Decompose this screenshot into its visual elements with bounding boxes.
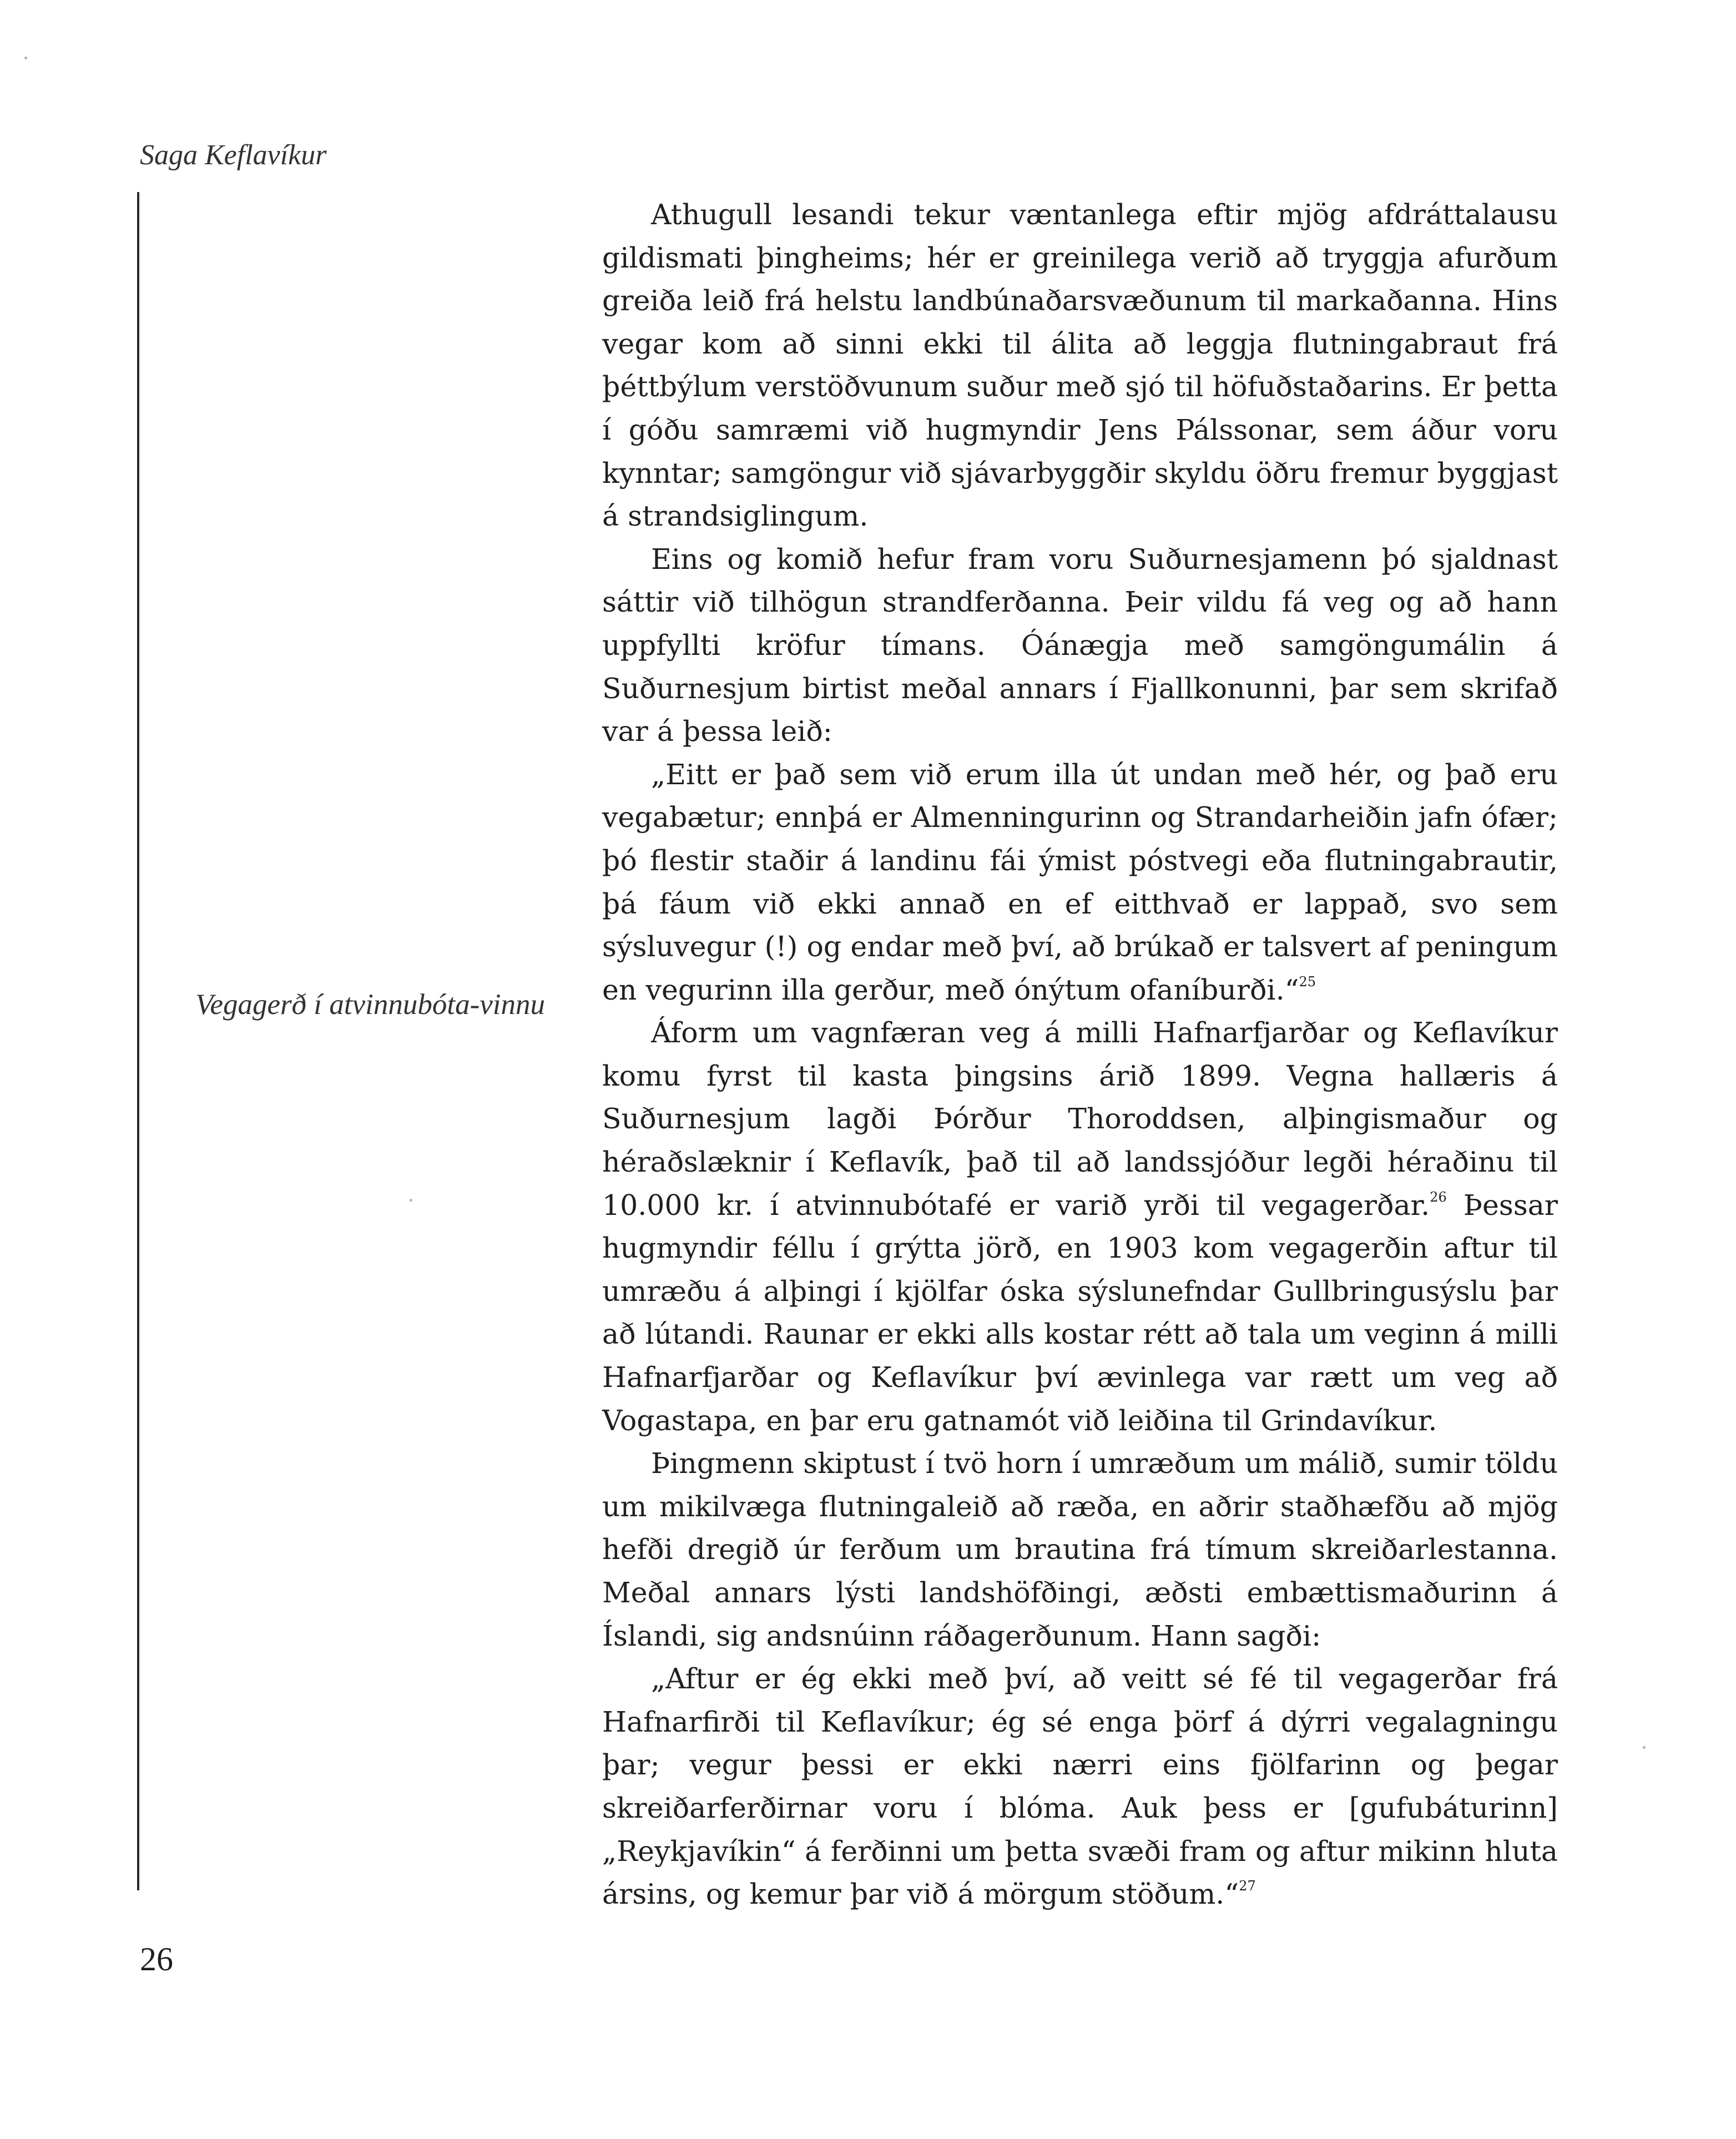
paragraph xyxy=(602,193,1558,538)
scan-speck xyxy=(410,1199,412,1202)
paragraph-text: Athugull lesandi tekur væntanlega eftir mjög afdráttalausu gildismati þingheims; hér er greinilega verið að tryggja afurðum greiða leið frá helstu landbúnaðarsvæðunum til markaðanna. Hins vegar kom að sinni ekki til álita að leggja flutningabraut frá þéttbýlum verstöðvunum suður með sjó til höfuðstaðarins. Er þetta í góðu samræmi við hugmyndir Jens Pálssonar, sem áður voru kynntar; samgöngur við sjávarbyggðir skyldu öðru fremur byggjast á strandsiglingum. xyxy=(602,198,1558,533)
paragraph-text: „Aftur er ég ekki með því, að veitt sé fé til vegagerðar frá Hafnarfirði til Keflavíkur; ég sé enga þörf á dýrri vegalagningu þar; vegur þessi er ekki nærri eins fjölfarinn og þegar skreiðarferðirnar voru í blóma. Auk þess er [gufubáturinn] „Reykjavíkin“ á ferðinni um þetta svæði fram og aftur mikinn hluta ársins, og kemur þar við á mörgum stöðum.“ xyxy=(602,1662,1558,1911)
paragraph-text: Þingmenn skiptust í tvö horn í umræðum um málið, sumir töldu um mikilvæga flutningaleið að ræða, en aðrir staðhæfðu að mjög hefði dregið úr ferðum um brautina frá tímum skreiðarlestanna. Meðal annars lýsti landshöfðingi, æðsti embættismaðurinn á Íslandi, sig andsnúinn ráðagerðunum. Hann sagði: xyxy=(602,1447,1558,1652)
body-text xyxy=(602,193,1558,1916)
paragraph xyxy=(602,1011,1558,1442)
footnote-ref: 27 xyxy=(1239,1878,1256,1894)
running-head: Saga Keflavíkur xyxy=(140,139,327,171)
scan-speck xyxy=(24,57,27,59)
paragraph-text: Þessar hugmyndir féllu í grýtta jörð, en 1903 kom vegagerðin aftur til umræðu á alþingi í kjölfar óska sýslunefndar Gullbringusýslu þar að lútandi. Raunar er ekki alls kostar rétt að tala um veginn á milli Hafnarfjarðar og Keflavíkur því ævinlega var rætt um veg að Vogastapa, en þar eru gatnamót við leiðina til Grindavíkur. xyxy=(602,1188,1558,1437)
paragraph xyxy=(602,538,1558,753)
paragraph xyxy=(602,1442,1558,1657)
paragraph-text: „Eitt er það sem við erum illa út undan með hér, og það eru vegabætur; ennþá er Almenningurinn og Strandarheiðin jafn ófær; þó flestir staðir á landinu fái ýmist póstvegi eða flutningabrautir, þá fáum við ekki annað en ef eitthvað er lappað, svo sem sýsluvegur (!) og endar með því, að brúkað er talsvert af peningum en vegurinn illa gerður, með ónýtum ofaníburði.“ xyxy=(602,758,1558,1006)
block-quote xyxy=(602,753,1558,1012)
block-quote xyxy=(602,1657,1558,1916)
scan-speck xyxy=(1643,1746,1646,1749)
margin-rule xyxy=(137,192,139,1890)
paragraph-text: Áform um vagnfæran veg á milli Hafnarfjarðar og Keflavíkur komu fyrst til kasta þingsins árið 1899. Vegna hallæris á Suðurnesjum lagði Þórður Thoroddsen, alþingismaður og héraðslæknir í Keflavík, það til að landssjóður legði héraðinu til 10.000 kr. í atvinnubótafé er varið yrði til vegagerðar. xyxy=(602,1016,1558,1222)
footnote-ref: 25 xyxy=(1299,973,1316,990)
margin-note: Vegagerð í atvinnubóta-vinnu xyxy=(195,988,545,1021)
page-number: 26 xyxy=(140,1941,173,1977)
footnote-ref: 26 xyxy=(1430,1189,1447,1205)
paragraph-text: Eins og komið hefur fram voru Suðurnesjamenn þó sjaldnast sáttir við tilhögun strandferðanna. Þeir vildu fá veg og að hann uppfyllti kröfur tímans. Óánægja með samgöngumálin á Suðurnesjum birtist meðal annars í Fjallkonunni, þar sem skrifað var á þessa leið: xyxy=(602,542,1558,748)
